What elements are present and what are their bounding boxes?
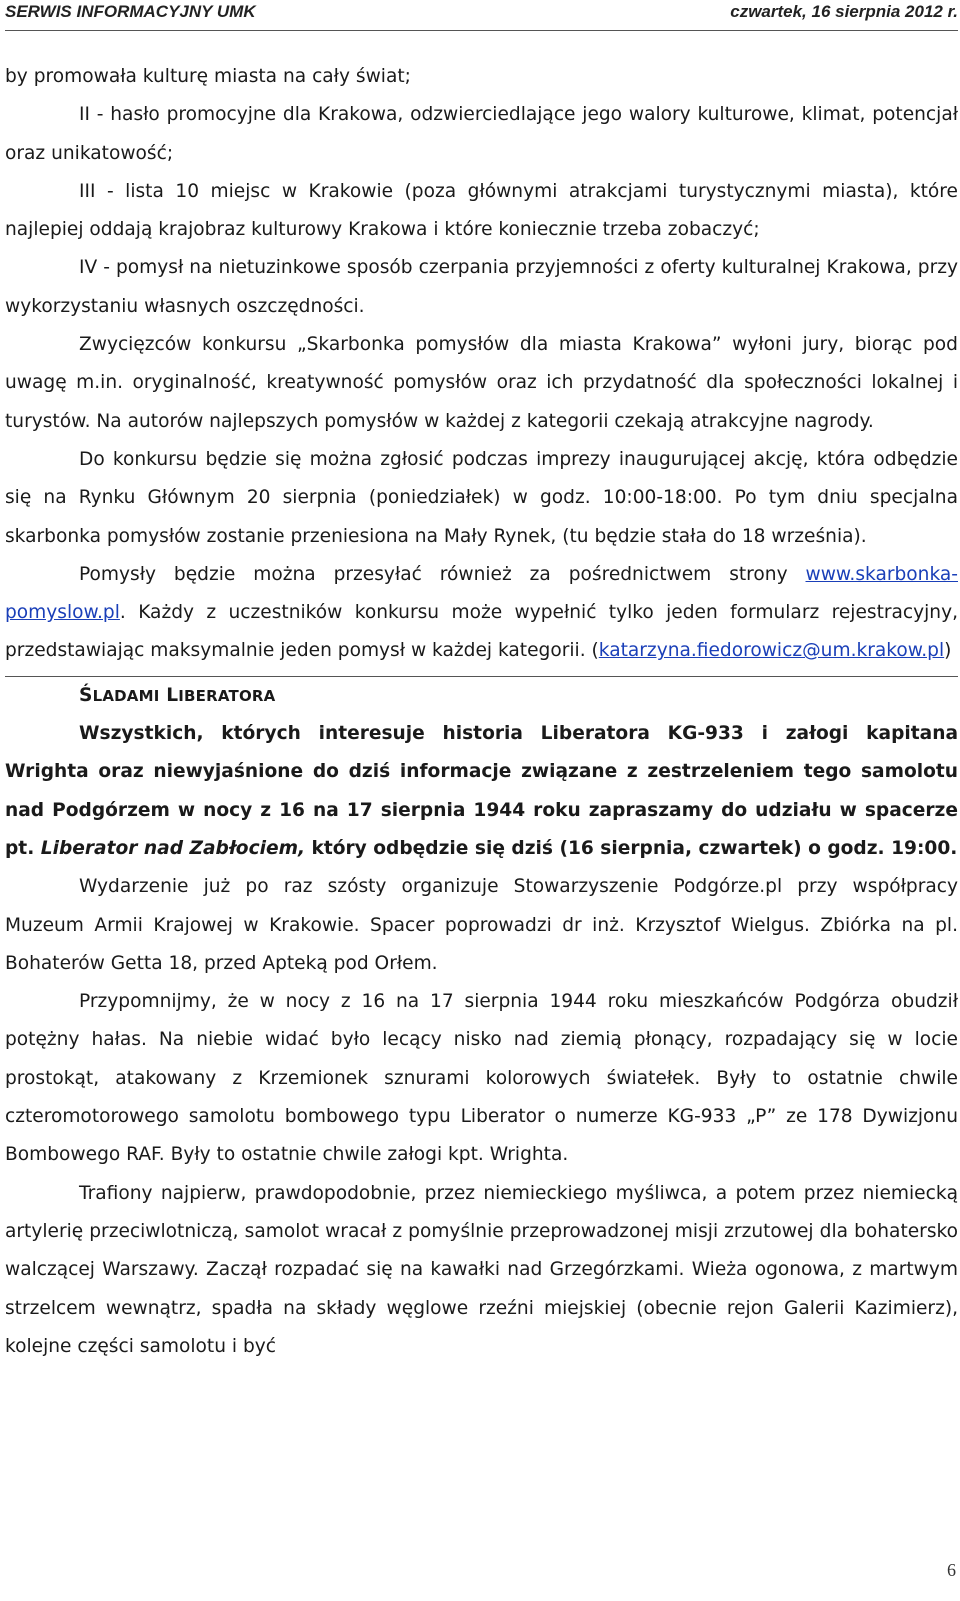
paragraph-category-3: III - lista 10 miejsc w Krakowie (poza głównymi atrakcjami turystycznymi miasta), które najlepiej oddają krajobraz kulturowy Krakowa i które koniecznie trzeba zobaczyć; (5, 180, 958, 241)
section-title-initial-2: L (159, 684, 179, 706)
lead-text-start: Wszystkich, których interesuje historia Liberatora KG-933 i załogi kapitana Wrighta oraz niewyjaśnione do dziś informacje związane z zestrzeleniem tego samolotu nad Podgórzem w nocy z 16 na 17 sierpnia 1944 roku zapraszamy do udziału w spacerze pt. (5, 723, 958, 859)
paragraph-jury: Zwycięzców konkursu „Skarbonka pomysłów dla miasta Krakowa” wyłoni jury, biorąc pod uwagę m.in. oryginalność, kreatywność pomysłów oraz ich przydatność dla społeczności lokalnej i turystów. Na autorów najlepszych pomysłów w każdej z kategorii czekają atrakcyjne nagrody. (5, 334, 958, 432)
submission-text-middle: . Każdy z uczestników konkursu może wypełnić tylko jeden formularz rejestracyjny, przedstawiając maksymalnie jeden pomysł w każdej kategorii. ( (5, 602, 958, 662)
paragraph-registration: Do konkursu będzie się można zgłosić podczas imprezy inaugurującej akcję, która odbędzie się na Rynku Głównym 20 sierpnia (poniedziałek) w godz. 10:00-18:00. Po tym dniu specjalna skarbonka pomysłów zostanie przeniesiona na Mały Rynek, (tu będzie stała do 18 września). (5, 448, 958, 547)
paragraph-category-4: IV - pomysł na nietuzinkowe sposób czerpania przyjemności z oferty kulturalnej Krakowa, przy wykorzystaniu własnych oszczędności. (5, 257, 958, 317)
section-title-rest-1: LADAMI (92, 686, 160, 705)
page-number: 6 (947, 1560, 956, 1580)
website-link[interactable]: www.skarbonka-pomyslow.pl (5, 563, 958, 624)
lead-event-title: Liberator nad Zabłociem, (40, 837, 306, 859)
paragraph-crash: Trafiony najpierw, prawdopodobnie, przez niemieckiego myśliwca, a potem przez niemiecką artylerię przeciwlotniczą, samolot wracał z pomyślnie przeprowadzonej misji zrzutowej dla bohatersko walczącej Warszawy. Zaczął rozpadać się na kawałki nad Grzegórzkami. Wieża ogonowa, z martwym strzelcem wewnątrz, spadła na składy węglowe rzeźni miejskiej (obecnie rejon Galerii Kazimierz), kolejne części samolotu i być (5, 1182, 958, 1357)
page-header (5, 0, 958, 24)
header-publication-title: SERWIS INFORMACYJNY UMK (5, 2, 256, 21)
header-divider (5, 30, 958, 31)
email-link[interactable]: katarzyna.fiedorowicz@um.krakow.pl (598, 640, 945, 662)
lead-text-end: który odbędzie się dziś (16 sierpnia, czwartek) o godz. 19:00. (305, 837, 958, 859)
paragraph-continuation: by promowała kulturę miasta na cały świat; (5, 66, 411, 87)
submission-text-start: Pomysły będzie można przesyłać również za pośrednictwem strony (79, 563, 806, 585)
section-title (5, 677, 958, 715)
section-lead (5, 715, 958, 868)
submission-text-end: ) (944, 640, 952, 662)
section-title-rest-2: IBERATORA (178, 686, 276, 705)
paragraph-history: Przypomnijmy, że w nocy z 16 na 17 sierpnia 1944 roku mieszkańców Podgórza obudził potężny hałas. Na niebie widać było lecący nisko nad ziemią płonący, rozpadający się w locie prostokąt, atakowany z Krzemionek sznurami kolorowych światełek. Były to ostatnie chwile czteromotorowego samolotu bombowego typu Liberator o numerze KG-933 „P” ze 178 Dywizjonu Bombowego RAF. Były to ostatnie chwile załogi kpt. Wrighta. (5, 991, 958, 1166)
header-date: czwartek, 16 sierpnia 2012 r. (730, 2, 958, 21)
page-content (5, 58, 958, 1366)
paragraph-organizer: Wydarzenie już po raz szósty organizuje Stowarzyszenie Podgórze.pl przy współpracy Muzeum Armii Krajowej w Krakowie. Spacer poprowadzi dr inż. Krzysztof Wielgus. Zbiórka na pl. Bohaterów Getta 18, przed Apteką pod Orłem. (5, 876, 958, 974)
section-title-initial-1: Ś (79, 684, 93, 706)
paragraph-online-submission (5, 556, 958, 671)
paragraph-category-2: II - hasło promocyjne dla Krakowa, odzwierciedlające jego walory kulturowe, klimat, potencjał oraz unikatowość; (5, 104, 958, 164)
